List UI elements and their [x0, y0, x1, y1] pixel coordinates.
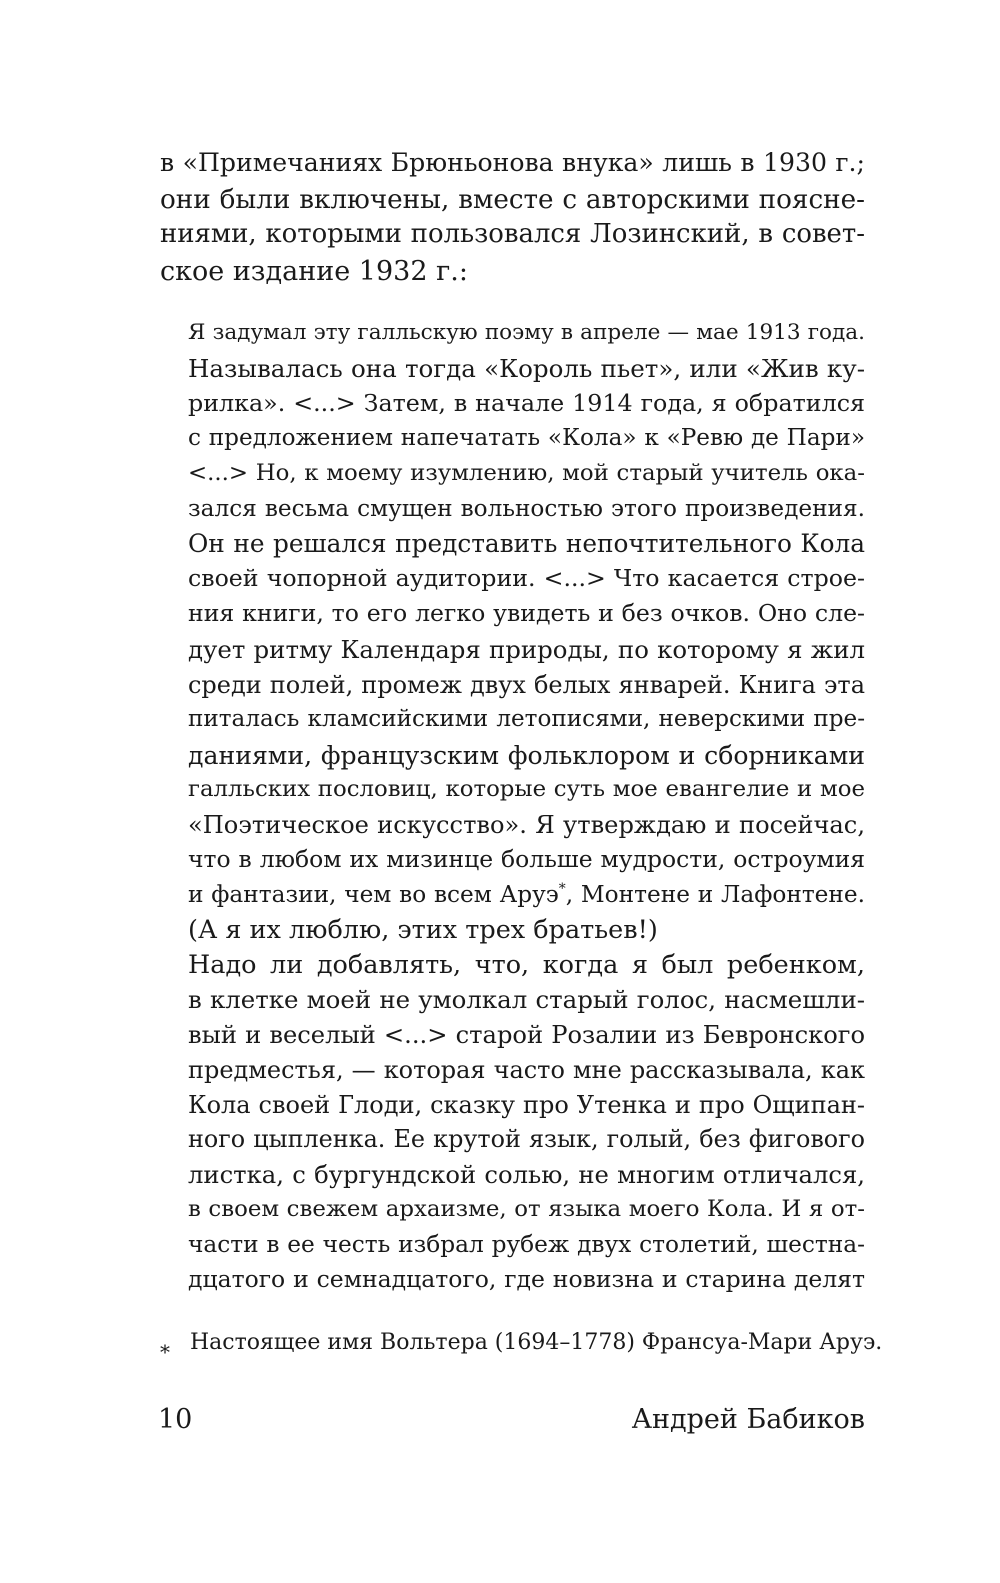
quote-line: галльских пословиц, которые суть мое евангелие и мое: [188, 776, 865, 802]
quote-line: с предложением напечатать «Кола» к «Ревю де Пари»: [188, 425, 865, 451]
footnote-reference: *: [558, 880, 566, 897]
quote-line: ного цыпленка. Ее крутой язык, голый, без фигового: [188, 1125, 865, 1153]
quote-text: , Монтене и Лафонтене.: [565, 881, 865, 908]
quote-line: Я задумал эту галльскую поэму в апреле — мае 1913 года.: [188, 320, 865, 345]
quote-line: <...> Но, к моему изумлению, мой старый учитель ока-: [188, 460, 865, 486]
quote-line: (А я их люблю, этих трех братьев!): [188, 915, 658, 945]
page-number: 10: [158, 1404, 193, 1435]
quote-line: Он не решался представить непочтительного Кола: [188, 529, 865, 558]
footnote-text: Настоящее имя Вольтера (1694–1778) Франсуа-Мари Аруэ.: [190, 1330, 883, 1355]
quote-line: питалась кламсийскими летописями, неверскими пре-: [188, 706, 865, 732]
quote-line: что в любом их мизинце больше мудрости, остроумия: [188, 845, 865, 873]
quote-line: в своем свежем архаизме, от языка моего Кола. И я от-: [188, 1196, 865, 1222]
running-footer-author: Андрей Бабиков: [631, 1404, 865, 1435]
footnote-marker: *: [160, 1340, 170, 1364]
quote-line: Кола своей Глоди, сказку про Утенка и про Ощипан-: [188, 1091, 865, 1119]
quote-line: зался весьма смущен вольностью этого произведения.: [188, 495, 865, 522]
quote-line: Надо ли добавлять, что, когда я был ребенком,: [188, 950, 865, 980]
intro-line: ское издание 1932 г.:: [160, 256, 468, 287]
quote-line: дцатого и семнадцатого, где новизна и старина делят: [188, 1265, 865, 1293]
quote-line: своей чопорной аудитории. <...> Что касается строе-: [188, 564, 865, 592]
quote-line-aruet: [188, 880, 865, 908]
quote-line: вый и веселый <...> старой Розалии из Бевронского: [188, 1021, 865, 1049]
intro-line: ниями, которыми пользовался Лозинский, в совет-: [160, 219, 865, 249]
quote-line: листка, с бургундской солью, не многим отличался,: [188, 1160, 865, 1189]
quote-line: предместья, — которая часто мне рассказывала, как: [188, 1056, 865, 1084]
quote-line: в клетке моей не умолкал старый голос, насмешли-: [188, 985, 865, 1014]
intro-line: они были включены, вместе с авторскими поясне-: [160, 185, 865, 215]
quote-line: Называлась она тогда «Король пьет», или «Жив ку-: [188, 354, 865, 383]
quote-line: ния книги, то его легко увидеть и без очков. Оно сле-: [188, 599, 865, 627]
quote-line: даниями, французским фольклором и сборниками: [188, 741, 865, 770]
quote-line: среди полей, промеж двух белых январей. Книга эта: [188, 671, 865, 699]
quote-text: и фантазии, чем во всем Аруэ: [188, 881, 559, 908]
quote-line: части в ее честь избрал рубеж двух столетий, шестна-: [188, 1231, 865, 1258]
quote-line: рилка». <...> Затем, в начале 1914 года, я обратился: [188, 389, 865, 417]
quote-line: «Поэтическое искусство». Я утверждаю и посейчас,: [188, 811, 865, 839]
intro-line: в «Примечаниях Брюньонова внука» лишь в 1930 г.;: [160, 148, 865, 177]
quote-line: дует ритму Календаря природы, по которому я жил: [188, 635, 865, 664]
